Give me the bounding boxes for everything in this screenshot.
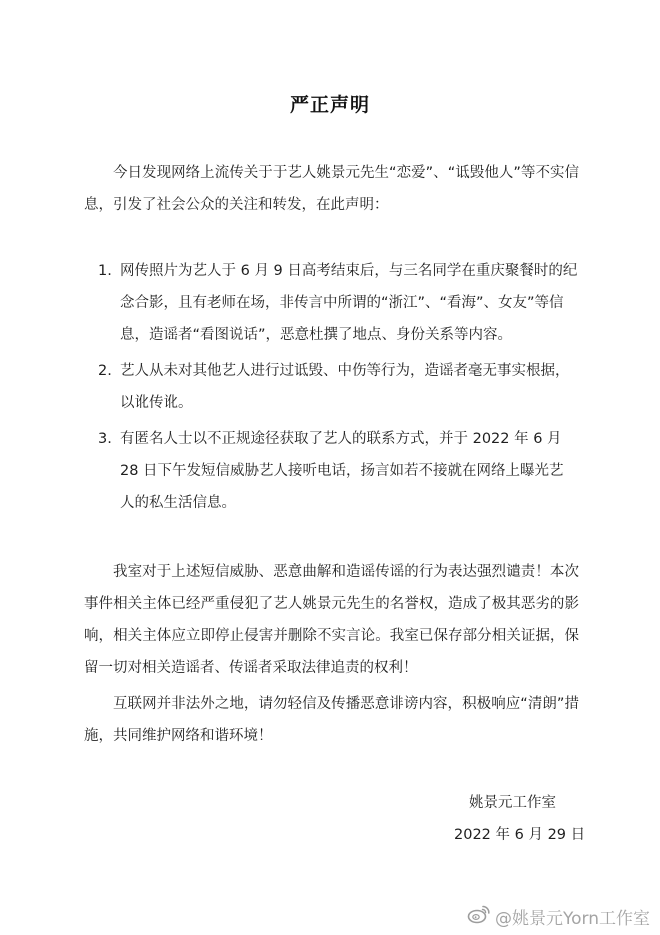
weibo-icon — [467, 904, 491, 929]
watermark-text: @姚景元Yorn工作室 — [495, 909, 650, 929]
list-item-text: 网传照片为艺人于 6 月 9 日高考结束后，与三名同学在重庆聚餐时的纪念合影，且有老师在场，非传言中所谓的“浙江”、“看海”、女友”等信息，造谣者“看图说话”，恶意杜撰了地点、身份关系等内容。 — [120, 263, 578, 343]
intro-paragraph: 今日发现网络上流传关于于艺人姚景元先生“恋爱”、“诋毁他人”等不实信息，引发了社会公众的关注和转发，在此声明： — [84, 165, 579, 213]
page-title: 严正声明 — [289, 94, 370, 116]
list-item-number: 2. — [98, 363, 112, 379]
weibo-watermark — [467, 904, 650, 929]
list-item — [98, 423, 578, 519]
statement-paragraph: 我室对于上述短信威胁、恶意曲解和造谣传谣的行为表达强烈谴责！本次事件相关主体已经严重侵犯了艺人姚景元先生的名誉权，造成了极其恶劣的影响，相关主体应立即停止侵害并删除不实言论。我室已保存部分相关证据，保留一切对相关造谣者、传谣者采取法律追责的权利！ — [84, 564, 579, 676]
list-item-text: 有匿名人士以不正规途径获取了艺人的联系方式，并于 2022 年 6 月 28 日下午发短信威胁艺人接听电话，扬言如若不接就在网络上曝光艺人的私生活信息。 — [120, 431, 564, 511]
list-item-number: 3. — [98, 431, 112, 447]
list-item-number: 1. — [98, 263, 112, 279]
appeal-paragraph: 互联网并非法外之地，请勿轻信及传播恶意诽谤内容，积极响应“清朗”措施，共同维护网络和谐环境！ — [84, 696, 579, 744]
signature: 姚景元工作室 — [469, 795, 556, 811]
list-item — [98, 355, 578, 419]
list-item-text: 艺人从未对其他艺人进行过诋毁、中伤等行为，造谣者毫无事实根据，以讹传讹。 — [120, 363, 570, 411]
signature-date: 2022 年 6 月 29 日 — [454, 827, 586, 843]
list-item — [98, 255, 578, 351]
